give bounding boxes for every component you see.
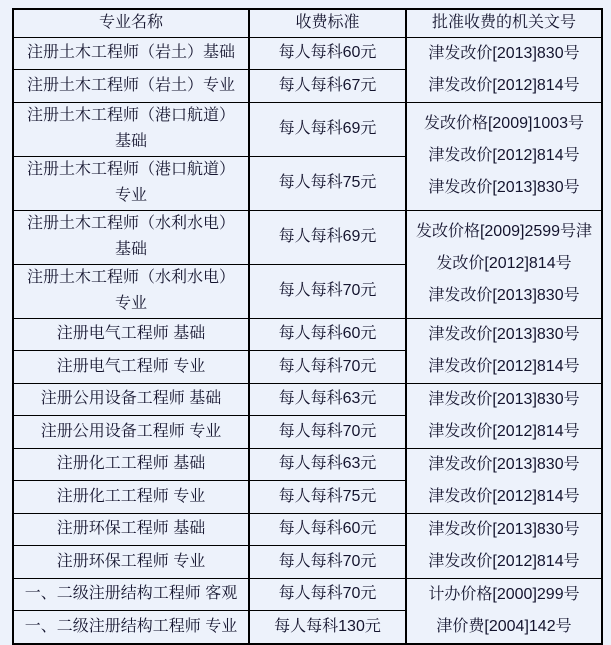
header-fee-standard: 收费标准 [249,9,406,37]
table-row [13,513,602,546]
cell-approval [406,37,602,102]
cell-fee: 每人每科70元 [249,264,406,318]
approval-line: 津价费[2004]142号 [436,617,572,635]
cell-fee: 每人每科63元 [249,383,406,416]
cell-fee: 每人每科63元 [249,448,406,481]
cell-professional-name: 注册公用设备工程师 基础 [13,383,249,416]
table-row [13,448,602,481]
table-row [13,318,602,351]
approval-line: 发改价[2012]814号 [436,255,572,272]
header-approval-document: 批准收费的机关文号 [406,9,602,37]
header-row [13,9,602,37]
header-professional-name: 专业名称 [13,9,249,37]
cell-approval [406,318,602,383]
cell-approval [406,383,602,448]
approval-line: 发改价格[2009]1003号 [423,115,585,132]
cell-professional-name: 注册土木工程师（港口航道）专业 [13,156,249,210]
cell-fee: 每人每科70元 [249,351,406,384]
table-row [13,383,602,416]
cell-approval [406,102,602,210]
approval-line: 津发改价[2012]814号 [428,357,580,375]
approval-line: 津发改价[2013]830号 [428,325,580,343]
cell-professional-name: 一、二级注册结构工程师 客观 [13,578,249,611]
cell-professional-name: 注册电气工程师 基础 [13,318,249,351]
cell-professional-name: 注册环保工程师 专业 [13,546,249,579]
approval-line: 津发改价[2013]830号 [428,287,580,304]
approval-line: 津发改价[2012]814号 [428,487,580,505]
approval-line: 津发改价[2013]830号 [428,44,580,62]
approval-line: 津发改价[2012]814号 [428,76,580,94]
fee-schedule-table [12,8,603,645]
approval-line: 津发改价[2013]830号 [428,520,580,538]
table-row [13,578,602,611]
cell-fee: 每人每科75元 [249,481,406,514]
cell-professional-name: 注册化工工程师 基础 [13,448,249,481]
approval-line: 津发改价[2012]814号 [428,422,580,440]
approval-line: 津发改价[2012]814号 [428,147,580,164]
cell-fee: 每人每科69元 [249,210,406,264]
cell-professional-name: 注册公用设备工程师 专业 [13,416,249,449]
cell-fee: 每人每科75元 [249,156,406,210]
cell-professional-name: 注册化工工程师 专业 [13,481,249,514]
cell-fee: 每人每科60元 [249,318,406,351]
approval-line: 津发改价[2012]814号 [428,552,580,570]
cell-professional-name: 注册土木工程师（岩土）专业 [13,70,249,103]
table-row [13,102,602,156]
cell-professional-name: 注册土木工程师（水利水电）专业 [13,264,249,318]
cell-fee: 每人每科70元 [249,578,406,611]
approval-line: 发改价格[2009]2599号津 [415,223,593,240]
approval-line: 计办价格[2000]299号 [428,585,580,603]
cell-approval [406,210,602,318]
cell-professional-name: 注册土木工程师（水利水电）基础 [13,210,249,264]
approval-line: 津发改价[2013]830号 [428,179,580,196]
cell-fee: 每人每科70元 [249,416,406,449]
table-row [13,37,602,70]
cell-fee: 每人每科67元 [249,70,406,103]
cell-approval [406,513,602,578]
cell-fee: 每人每科60元 [249,37,406,70]
cell-professional-name: 一、二级注册结构工程师 专业 [13,611,249,644]
approval-line: 津发改价[2013]830号 [428,455,580,473]
cell-fee: 每人每科130元 [249,611,406,644]
cell-professional-name: 注册环保工程师 基础 [13,513,249,546]
cell-fee: 每人每科70元 [249,546,406,579]
cell-approval [406,578,602,644]
table-row [13,210,602,264]
cell-approval [406,448,602,513]
approval-line: 津发改价[2013]830号 [428,390,580,408]
cell-professional-name: 注册土木工程师（港口航道）基础 [13,102,249,156]
cell-fee: 每人每科69元 [249,102,406,156]
cell-professional-name: 注册土木工程师（岩土）基础 [13,37,249,70]
cell-fee: 每人每科60元 [249,513,406,546]
cell-professional-name: 注册电气工程师 专业 [13,351,249,384]
